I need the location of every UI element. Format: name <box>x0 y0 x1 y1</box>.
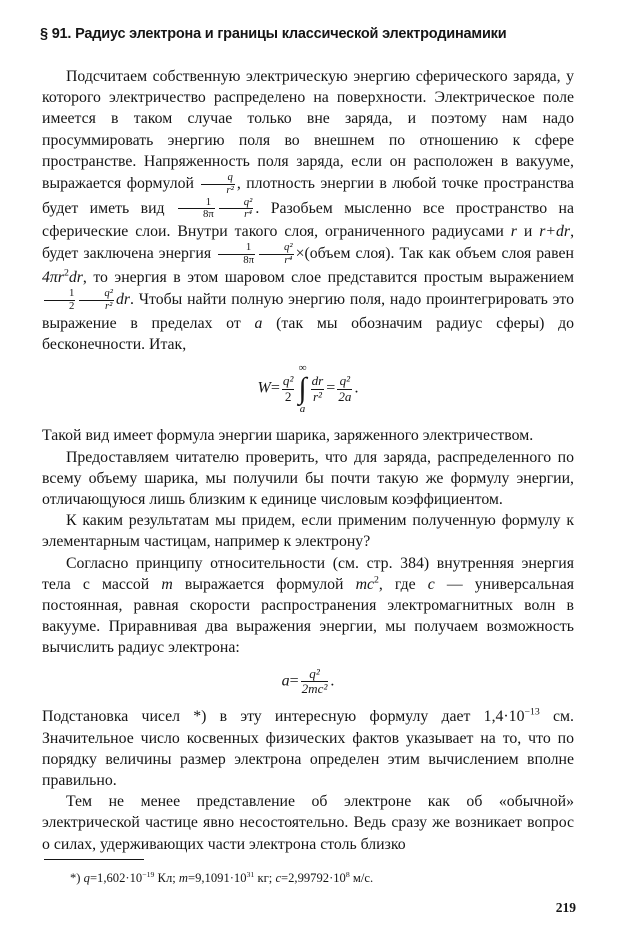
layer-energy-fraction-a: $\frac{1}{8\pi}$ <box>218 242 255 267</box>
layer-energy-fraction-b: $\frac{\text{q²}}{\text{r⁴}}$ <box>259 242 294 267</box>
paragraph-ball-energy: Такой вид имеет формула энергии шарика, заряженного электричеством. <box>42 427 534 445</box>
paragraph-question: К каким результатам мы придем, если применим полученную формулу к элементарным частицам, например к электрону? <box>42 512 574 551</box>
electron-radius-formula: a= $\frac{\text{q²}}{\text{2mc²}}$ . <box>281 665 335 696</box>
paragraph-substitution: Подстановка чисел *) в эту интересную формулу дает $1,4\cdot 10^{-13}$ см. Значительное число косвенных физических фактов указывает на то, что по порядку величины размер электрона определен этим вычислением вполне правильно. <box>42 707 575 790</box>
paragraph-reader-check: Предоставляем читателю проверить, что для заряда, распределенного по всему объему шарика, мы получили бы почти такую же формулу энергии, отличающуюся лишь близким к единице числовым коэффициентом. <box>42 448 574 508</box>
paragraph-energy-derivation: Подсчитаем собственную электрическую энергию сферического заряда, у которого электричество распределено на поверхности. Электрическое поле имеется в таком случае только вне заряда, и поэтому нам надо просуммировать энергию поля во внешнем по отношению к сфере пространстве. Напряженность поля заряда, если он расположен в вакууме, выражается формулой $\frac{q}{\text{r²}}$ , плотность энергии в любой точке пространства будет иметь вид $\frac{1}{8\pi}$ $\frac{\text{q²}}{\text{r⁴}}$ . Разобьем мысленно все пространство на сферические слои. Внутри такого слоя, ограниченного радиусами r и r+dr, будет заключена энергия $\frac{1}{8\pi}$ $\frac{\text{q²}}{\text{r⁴}}$ ×(объем слоя). Так как объем слоя равен $4\pi r^2dr$, то энергия в этом шаровом слое представится простым выражением $\frac{1}{2}$ $\frac{\text{q²}}{\text{r²}}$ dr. Чтобы найти полную энергию поля, надо проинтегрировать это выражение в пределах от a (так мы обозначим радиус сферы) до бесконечности. Итак, <box>42 68 575 354</box>
one-over-8pi-fraction: $\frac{1}{8\pi}$ <box>178 197 215 222</box>
integral-sign: ∞ ∫ a <box>298 362 307 416</box>
page-number: 219 <box>555 900 576 915</box>
field-strength-fraction: $\frac{q}{\text{r²}}$ <box>201 172 234 197</box>
paragraph-relativity: Согласно принципу относительности (см. стр. 384) внутренняя энергия тела с массой m выражается формулой $mc^2$, где c — универсальная постоянная, равная скорости распространения электромагнитных волн в вакууме. Приравнивая два выражения энергии, мы получаем возможность вычислить радиус электрона: <box>42 554 575 657</box>
section-heading: § 91. Радиус электрона и границы классической электродинамики <box>40 26 507 42</box>
q2-over-r2-fraction: $\frac{\text{q²}}{\text{r²}}$ <box>79 288 114 313</box>
body-text <box>42 66 574 855</box>
q2-over-r4-fraction: $\frac{\text{q²}}{\text{r⁴}}$ <box>219 197 254 222</box>
footnote-divider <box>44 859 144 860</box>
paragraph-nevertheless: Тем не менее представление об электроне как об «обычной» электрической частице явно несостоятельно. Ведь сразу же возникает вопрос о силах, удерживающих части электрона столь близко <box>42 793 574 853</box>
one-half-fraction: $\frac{1}{2}$ <box>44 288 75 313</box>
footnote: *) $q=1,602\cdot 10^{-19}$ Кл; $m=9,1091\cdot 10^{31}$ кг; $c=2,99792\cdot 10^8$ м/с. <box>70 869 374 885</box>
energy-integral-formula: W= $\frac{\text{q²}}{2}$ ∞ ∫ a $\frac{dr}{\text{r²}}$ = $\frac{\text{q²}}{2a}$ . <box>257 362 359 416</box>
